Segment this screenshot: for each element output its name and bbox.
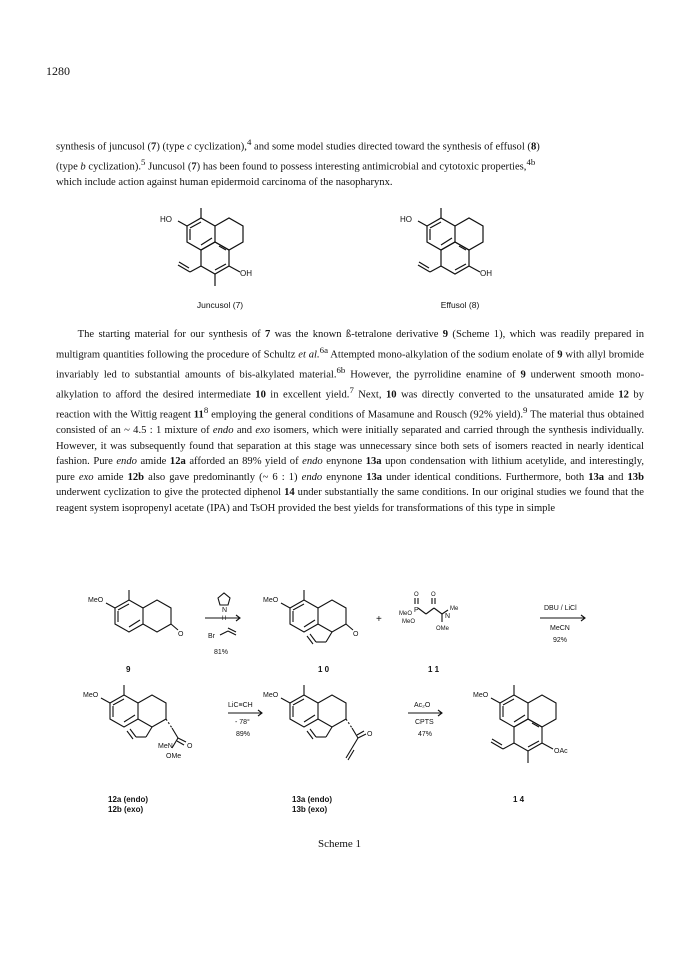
reagent-li: LiC≡CH [228, 702, 253, 709]
label-13b: 13b (exo) [292, 805, 328, 814]
page-number: 1280 [46, 64, 70, 78]
p-label: P [414, 607, 419, 614]
o-label: O [367, 731, 373, 738]
effusol-structure [400, 208, 530, 298]
o-label: O [431, 592, 436, 598]
reagent-temp: - 78° [235, 719, 250, 726]
label-14: 1 4 [513, 795, 525, 804]
n-label: N [445, 613, 451, 620]
br-label: Br [208, 633, 215, 640]
men-label: MeN [158, 743, 173, 750]
ome-label: OMe [436, 626, 450, 632]
yield-10: 81% [214, 649, 229, 656]
ho-label: HO [160, 215, 172, 224]
label-13a: 13a (endo) [292, 795, 333, 804]
effusol-caption: Effusol (8) [440, 300, 480, 310]
oh-label: OH [240, 269, 252, 278]
scheme-caption: Scheme 1 [317, 838, 362, 850]
oh-label: OH [480, 269, 492, 278]
meo-label: MeO [83, 692, 99, 699]
label-10: 1 0 [318, 665, 330, 674]
yield-14: 47% [418, 731, 433, 738]
o-label: O [353, 631, 359, 638]
meo-label: MeO [263, 692, 279, 699]
reagent-cpts: CPTS [415, 719, 434, 726]
reagent-ac2o: Ac₂O [414, 702, 431, 709]
n-label: N [222, 607, 228, 614]
meo-label: MeO [88, 597, 104, 604]
meo-label: MeO [399, 611, 413, 617]
oac-label: OAc [554, 748, 568, 755]
paragraph-intro: synthesis of juncusol (7) (type c cyclization),$^4$ and some model studies directed toward the synthesis of effusol (8) (type b cyclization).$^5$ Juncusol (7) has been found to possess interesting antimicrobial and cytotoxic properties,$^{4b}$ which include action against human epidermoid carcinoma of the nasopharynx. [56, 137, 540, 189]
h-label: H [222, 616, 227, 622]
plus-sign: + [376, 614, 382, 625]
meo-label: MeO [402, 619, 416, 625]
reagent-mecn: MeCN [550, 625, 570, 632]
o-label: O [414, 592, 419, 598]
label-9: 9 [126, 665, 131, 674]
yield-13: 89% [236, 731, 251, 738]
label-12a: 12a (endo) [108, 795, 149, 804]
meo-label: MeO [263, 597, 279, 604]
ome-label: OMe [166, 753, 182, 760]
paragraph-synthesis: The starting material for our synthesis of 7 was the known ß-tetralone derivative 9 (Scheme 1), which was readily prepared in multigram quantities following the procedure of Schultz et al.$^{6a}$ Attempted mono-alkylation of the sodium enolate of 9 with allyl bromide invariably led to substantial amounts of bis-alkylated material.$^{6b}$ However, the pyrrolidine enamine of 9 underwent smooth mono-alkylation to afford the desired intermediate 10 in excellent yield.$^7$ Next, 10 was directly converted to the unsaturated amide 12 by reaction with the Wittig reagent $11^8$ employing the general conditions of Masamune and Rousch (92% yield).$^9$ The material thus obtained consisted of an ~ 4.5 : 1 mixture of endo and exo isomers, which were initially separated and carried through the synthesis individually. However, it was subsequently found that separation at this stage was unnecessary since both sets of isomers reacted in nearly identical fashion. Pure endo amide 12a afforded an 89% yield of endo enynone 13a upon condensation with lithium acetylide, and interestingly, pure exo amide 12b also gave predominantly (~ 6 : 1) endo enynone 13a under identical conditions. Furthermore, both 13a and 13b underwent cyclization to give the protected diphenol 14 under substantially the same conditions. In our original studies we found that the reagent system isopropenyl acetate (IPA) and TsOH provided the best yields for transformations of this type in simple [56, 329, 645, 515]
juncusol-structure [160, 208, 290, 298]
ho-label: HO [400, 215, 412, 224]
label-11: 1 1 [428, 665, 440, 674]
reagent-dbu: DBU / LiCl [544, 605, 577, 612]
meo-label: MeO [473, 692, 489, 699]
o-label: O [187, 743, 193, 750]
scheme-1 [0, 590, 679, 840]
o-label: O [178, 631, 184, 638]
juncusol-caption: Juncusol (7) [196, 300, 244, 310]
yield-12: 92% [553, 637, 568, 644]
me-label: Me [450, 606, 459, 612]
label-12b: 12b (exo) [108, 805, 144, 814]
